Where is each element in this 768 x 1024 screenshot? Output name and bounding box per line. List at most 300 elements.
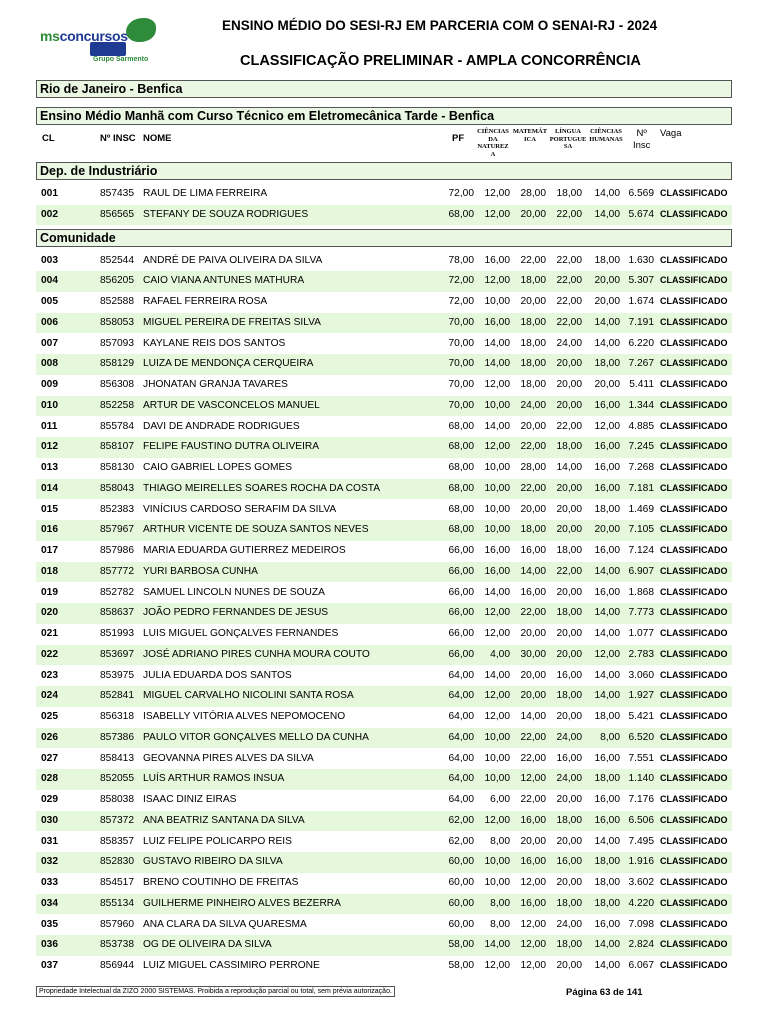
cell-cl: 020	[41, 607, 58, 619]
cell-n-insc: 6.907	[628, 565, 654, 577]
cell-ciencias-natureza: 16,00	[484, 316, 510, 328]
cell-cl: 030	[41, 814, 58, 826]
cell-vaga: CLASSIFICADO	[660, 918, 728, 929]
cell-cl: 029	[41, 794, 58, 805]
cell-insc: 851993	[100, 628, 134, 639]
cell-pf: 66,00	[448, 628, 474, 639]
table-row	[36, 852, 732, 873]
section-title: Comunidade	[36, 229, 732, 247]
cell-ciencias-humanas: 18,00	[594, 254, 620, 266]
cell-lingua-portuguesa: 20,00	[556, 960, 582, 971]
cell-cl: 031	[41, 835, 58, 847]
logo-bar-shape	[90, 42, 126, 56]
cell-n-insc: 7.268	[628, 462, 654, 473]
table-row	[36, 396, 732, 417]
cell-vaga: CLASSIFICADO	[660, 960, 728, 970]
cell-ciencias-natureza: 16,00	[484, 254, 510, 266]
cell-ciencias-natureza: 12,00	[484, 208, 510, 220]
cell-insc: 852383	[100, 503, 134, 515]
cell-lingua-portuguesa: 20,00	[556, 503, 582, 515]
cell-pf: 64,00	[448, 752, 474, 764]
cell-vaga: CLASSIFICADO	[660, 897, 728, 908]
company-logo	[38, 18, 160, 68]
cell-nome: ARTHUR VICENTE DE SOUZA SANTOS NEVES	[143, 524, 369, 536]
cell-ciencias-natureza: 10,00	[484, 296, 510, 307]
table-row	[36, 375, 732, 396]
cell-vaga: CLASSIFICADO	[660, 607, 728, 618]
cell-pf: 60,00	[448, 877, 474, 888]
cell-ciencias-humanas: 16,00	[594, 794, 620, 805]
cell-n-insc: 4.220	[628, 897, 654, 909]
cell-ciencias-humanas: 14,00	[594, 188, 620, 199]
cell-cl: 014	[41, 482, 58, 494]
cell-pf: 64,00	[448, 794, 474, 805]
cell-pf: 58,00	[448, 939, 474, 951]
cell-matematica: 12,00	[520, 877, 546, 888]
table-row	[36, 500, 732, 521]
cell-n-insc: 3.602	[628, 877, 654, 888]
cell-ciencias-natureza: 14,00	[484, 358, 510, 370]
cell-ciencias-humanas: 16,00	[594, 545, 620, 556]
cell-matematica: 22,00	[520, 731, 546, 743]
cell-pf: 66,00	[448, 586, 474, 598]
cell-lingua-portuguesa: 20,00	[556, 628, 582, 639]
cell-vaga: CLASSIFICADO	[660, 628, 728, 638]
cell-cl: 012	[41, 441, 58, 453]
cell-nome: OG DE OLIVEIRA DA SILVA	[143, 939, 272, 951]
cell-n-insc: 1.077	[628, 628, 654, 639]
cell-insc: 857960	[100, 918, 134, 930]
cell-matematica: 16,00	[520, 586, 546, 598]
cell-vaga: CLASSIFICADO	[660, 731, 728, 742]
cell-pf: 72,00	[448, 188, 474, 199]
cell-matematica: 28,00	[520, 462, 546, 473]
table-row	[36, 749, 732, 770]
cell-insc: 855784	[100, 420, 134, 432]
cell-cl: 019	[41, 586, 58, 598]
cell-n-insc: 5.307	[628, 275, 654, 287]
cell-nome: GUILHERME PINHEIRO ALVES BEZERRA	[143, 897, 341, 909]
cell-nome: VINÍCIUS CARDOSO SERAFIM DA SILVA	[143, 503, 337, 515]
cell-ciencias-natureza: 12,00	[484, 441, 510, 453]
cell-pf: 66,00	[448, 648, 474, 660]
cell-nome: JHONATAN GRANJA TAVARES	[143, 379, 288, 390]
cell-pf: 64,00	[448, 669, 474, 681]
cell-vaga: CLASSIFICADO	[660, 379, 728, 389]
cell-pf: 64,00	[448, 773, 474, 785]
cell-matematica: 18,00	[520, 358, 546, 370]
table-row	[36, 894, 732, 915]
cell-pf: 72,00	[448, 296, 474, 307]
cell-ciencias-natureza: 12,00	[484, 690, 510, 702]
col-matematica: MATEMÁT ICA	[512, 128, 548, 143]
cell-n-insc: 5.421	[628, 711, 654, 722]
cell-pf: 68,00	[448, 524, 474, 536]
cell-ciencias-humanas: 8,00	[600, 731, 620, 743]
cell-ciencias-natureza: 10,00	[484, 462, 510, 473]
cell-ciencias-humanas: 14,00	[594, 690, 620, 702]
cell-nome: LUIZ MIGUEL CASSIMIRO PERRONE	[143, 960, 320, 971]
cell-vaga: CLASSIFICADO	[660, 296, 728, 306]
cell-n-insc: 5.674	[628, 208, 654, 220]
cell-vaga: CLASSIFICADO	[660, 711, 728, 721]
table-row	[36, 915, 732, 936]
cell-vaga: CLASSIFICADO	[660, 794, 728, 804]
cell-nome: ANA BEATRIZ SANTANA DA SILVA	[143, 814, 305, 826]
cell-insc: 856205	[100, 275, 134, 287]
cell-ciencias-natureza: 12,00	[484, 711, 510, 722]
cell-ciencias-natureza: 12,00	[484, 379, 510, 390]
cell-insc: 852055	[100, 773, 134, 785]
cell-ciencias-natureza: 12,00	[484, 960, 510, 971]
cell-ciencias-humanas: 18,00	[594, 503, 620, 515]
cell-ciencias-natureza: 12,00	[484, 275, 510, 287]
cell-matematica: 16,00	[520, 545, 546, 556]
cell-vaga: CLASSIFICADO	[660, 482, 728, 493]
cell-matematica: 16,00	[520, 897, 546, 909]
cell-cl: 007	[41, 337, 58, 349]
cell-n-insc: 7.551	[628, 752, 654, 764]
cell-n-insc: 1.868	[628, 586, 654, 598]
table-row	[36, 437, 732, 458]
table-row	[36, 292, 732, 313]
cell-ciencias-humanas: 16,00	[594, 752, 620, 764]
cell-insc: 858107	[100, 441, 134, 453]
cell-matematica: 22,00	[520, 607, 546, 619]
cell-insc: 857967	[100, 524, 134, 536]
cell-n-insc: 7.773	[628, 607, 654, 619]
table-row	[36, 873, 732, 894]
cell-ciencias-humanas: 20,00	[594, 296, 620, 307]
cell-nome: SAMUEL LINCOLN NUNES DE SOUZA	[143, 586, 325, 598]
cell-ciencias-humanas: 12,00	[594, 648, 620, 660]
cell-cl: 001	[41, 188, 58, 199]
cell-lingua-portuguesa: 20,00	[556, 524, 582, 536]
cell-nome: KAYLANE REIS DOS SANTOS	[143, 337, 286, 349]
cell-ciencias-natureza: 12,00	[484, 188, 510, 199]
cell-matematica: 14,00	[520, 565, 546, 577]
table-row	[36, 603, 732, 624]
cell-cl: 011	[41, 420, 58, 432]
cell-n-insc: 6.067	[628, 960, 654, 971]
cell-cl: 017	[41, 545, 58, 556]
cell-vaga: CLASSIFICADO	[660, 669, 728, 680]
col-pf: PF	[452, 133, 465, 144]
cell-matematica: 18,00	[520, 524, 546, 536]
cell-ciencias-humanas: 20,00	[594, 524, 620, 536]
cell-pf: 70,00	[448, 379, 474, 390]
cell-ciencias-humanas: 14,00	[594, 835, 620, 847]
cell-vaga: CLASSIFICADO	[660, 358, 728, 369]
cell-lingua-portuguesa: 20,00	[556, 794, 582, 805]
cell-cl: 026	[41, 731, 58, 743]
cell-vaga: CLASSIFICADO	[660, 814, 728, 825]
cell-insc: 857772	[100, 565, 134, 577]
cell-ciencias-natureza: 6,00	[490, 794, 510, 805]
cell-nome: GUSTAVO RIBEIRO DA SILVA	[143, 856, 283, 868]
table-row	[36, 458, 732, 479]
cell-pf: 70,00	[448, 358, 474, 370]
cell-pf: 64,00	[448, 690, 474, 702]
cell-n-insc: 7.098	[628, 918, 654, 930]
cell-vaga: CLASSIFICADO	[660, 752, 728, 763]
col-n-insc: Nº Insc	[633, 128, 651, 151]
table-row	[36, 251, 732, 272]
cell-insc: 858130	[100, 462, 134, 473]
cell-pf: 68,00	[448, 503, 474, 515]
cell-lingua-portuguesa: 22,00	[556, 296, 582, 307]
cell-matematica: 20,00	[520, 420, 546, 432]
cell-ciencias-humanas: 12,00	[594, 420, 620, 432]
cell-lingua-portuguesa: 18,00	[556, 897, 582, 909]
cell-cl: 022	[41, 648, 58, 660]
cell-vaga: CLASSIFICADO	[660, 420, 728, 431]
cell-lingua-portuguesa: 22,00	[556, 316, 582, 328]
cell-ciencias-natureza: 8,00	[490, 918, 510, 930]
cell-n-insc: 6.220	[628, 337, 654, 349]
cell-pf: 60,00	[448, 856, 474, 868]
cell-ciencias-natureza: 16,00	[484, 545, 510, 556]
cell-n-insc: 7.267	[628, 358, 654, 370]
cell-cl: 005	[41, 296, 58, 307]
cell-cl: 025	[41, 711, 58, 722]
cell-insc: 853738	[100, 939, 134, 951]
cell-vaga: CLASSIFICADO	[660, 399, 728, 410]
cell-pf: 66,00	[448, 545, 474, 556]
cell-lingua-portuguesa: 16,00	[556, 669, 582, 681]
cell-matematica: 30,00	[520, 648, 546, 660]
cell-nome: LUIZA DE MENDONÇA CERQUEIRA	[143, 358, 314, 370]
cell-n-insc: 4.885	[628, 420, 654, 432]
cell-vaga: CLASSIFICADO	[660, 316, 728, 327]
document-title: ENSINO MÉDIO DO SESI-RJ EM PARCERIA COM O SENAI-RJ - 2024	[222, 18, 658, 33]
cell-n-insc: 2.783	[628, 648, 654, 660]
cell-insc: 856308	[100, 379, 134, 390]
cell-ciencias-humanas: 16,00	[594, 441, 620, 453]
cell-n-insc: 2.824	[628, 939, 654, 951]
cell-nome: CAIO VIANA ANTUNES MATHURA	[143, 275, 305, 287]
cell-pf: 62,00	[448, 814, 474, 826]
cell-lingua-portuguesa: 20,00	[556, 379, 582, 390]
cell-ciencias-natureza: 10,00	[484, 482, 510, 494]
table-row	[36, 184, 732, 205]
cell-vaga: CLASSIFICADO	[660, 565, 728, 576]
cell-cl: 010	[41, 399, 58, 411]
cell-lingua-portuguesa: 16,00	[556, 752, 582, 764]
cell-ciencias-natureza: 4,00	[490, 648, 510, 660]
cell-vaga: CLASSIFICADO	[660, 545, 728, 555]
cell-cl: 032	[41, 856, 58, 868]
cell-insc: 858637	[100, 607, 134, 619]
cell-lingua-portuguesa: 18,00	[556, 607, 582, 619]
cell-insc: 858038	[100, 794, 134, 805]
cell-ciencias-natureza: 14,00	[484, 586, 510, 598]
cell-pf: 62,00	[448, 835, 474, 847]
table-row	[36, 583, 732, 604]
cell-cl: 034	[41, 897, 58, 909]
cell-nome: JOSÉ ADRIANO PIRES CUNHA MOURA COUTO	[143, 648, 370, 660]
cell-ciencias-natureza: 10,00	[484, 773, 510, 785]
cell-vaga: CLASSIFICADO	[660, 835, 728, 846]
cell-cl: 028	[41, 773, 58, 785]
cell-matematica: 22,00	[520, 752, 546, 764]
cell-nome: ISAAC DINIZ EIRAS	[143, 794, 237, 805]
cell-n-insc: 6.520	[628, 731, 654, 743]
cell-cl: 009	[41, 379, 58, 390]
cell-nome: JOÃO PEDRO FERNANDES DE JESUS	[143, 607, 329, 619]
cell-matematica: 20,00	[520, 669, 546, 681]
cell-vaga: CLASSIFICADO	[660, 524, 728, 535]
page-number: Página 63 de 141	[566, 987, 643, 998]
cell-vaga: CLASSIFICADO	[660, 773, 728, 784]
cell-lingua-portuguesa: 20,00	[556, 648, 582, 660]
cell-n-insc: 7.124	[628, 545, 654, 556]
cell-n-insc: 6.506	[628, 814, 654, 826]
cell-n-insc: 1.140	[628, 773, 654, 785]
cell-n-insc: 7.105	[628, 524, 654, 536]
cell-ciencias-humanas: 20,00	[594, 379, 620, 390]
copyright-notice: Propriedade Intelectual da ZIZO 2000 SISTEMAS. Proibida a reprodução parcial ou total, sem prévia autorização.	[36, 986, 395, 997]
cell-pf: 70,00	[448, 316, 474, 328]
cell-insc: 858043	[100, 482, 134, 494]
cell-matematica: 20,00	[520, 628, 546, 639]
cell-pf: 68,00	[448, 462, 474, 473]
col-ciencias-humanas: CIÊNCIAS HUMANAS	[589, 128, 623, 143]
cell-n-insc: 1.630	[628, 254, 654, 266]
cell-insc: 857435	[100, 188, 134, 199]
cell-lingua-portuguesa: 24,00	[556, 731, 582, 743]
cell-insc: 855134	[100, 897, 134, 909]
cell-ciencias-humanas: 14,00	[594, 939, 620, 951]
cell-ciencias-natureza: 14,00	[484, 669, 510, 681]
table-row	[36, 956, 732, 977]
cell-nome: BRENO COUTINHO DE FREITAS	[143, 877, 299, 888]
cell-lingua-portuguesa: 16,00	[556, 856, 582, 868]
cell-vaga: CLASSIFICADO	[660, 462, 728, 472]
cell-lingua-portuguesa: 20,00	[556, 482, 582, 494]
table-row	[36, 811, 732, 832]
cell-n-insc: 3.060	[628, 669, 654, 681]
cell-ciencias-natureza: 10,00	[484, 731, 510, 743]
cell-nome: JULIA EDUARDA DOS SANTOS	[143, 669, 292, 681]
cell-vaga: CLASSIFICADO	[660, 188, 728, 198]
cell-ciencias-humanas: 18,00	[594, 897, 620, 909]
cell-matematica: 18,00	[520, 379, 546, 390]
table-row	[36, 624, 732, 645]
cell-cl: 036	[41, 939, 58, 951]
col-lingua-portuguesa: LÍNGUA PORTUGUE SA	[549, 128, 587, 150]
cell-lingua-portuguesa: 20,00	[556, 835, 582, 847]
cell-ciencias-humanas: 16,00	[594, 918, 620, 930]
cell-lingua-portuguesa: 22,00	[556, 565, 582, 577]
cell-insc: 858413	[100, 752, 134, 764]
cell-nome: RAUL DE LIMA FERREIRA	[143, 188, 268, 199]
cell-matematica: 12,00	[520, 960, 546, 971]
cell-matematica: 20,00	[520, 296, 546, 307]
cell-insc: 852544	[100, 254, 134, 266]
cell-cl: 006	[41, 316, 58, 328]
cell-lingua-portuguesa: 22,00	[556, 420, 582, 432]
cell-ciencias-humanas: 14,00	[594, 316, 620, 328]
cell-lingua-portuguesa: 24,00	[556, 918, 582, 930]
cell-lingua-portuguesa: 18,00	[556, 939, 582, 951]
cell-cl: 003	[41, 254, 58, 266]
cell-pf: 68,00	[448, 441, 474, 453]
cell-pf: 64,00	[448, 711, 474, 722]
cell-n-insc: 1.927	[628, 690, 654, 702]
cell-ciencias-humanas: 14,00	[594, 565, 620, 577]
cell-ciencias-natureza: 8,00	[490, 897, 510, 909]
cell-pf: 68,00	[448, 208, 474, 220]
cell-insc: 858053	[100, 316, 134, 328]
table-row	[36, 417, 732, 438]
cell-vaga: CLASSIFICADO	[660, 441, 728, 452]
cell-matematica: 12,00	[520, 939, 546, 951]
cell-lingua-portuguesa: 22,00	[556, 208, 582, 220]
cell-insc: 858357	[100, 835, 134, 847]
cell-matematica: 20,00	[520, 835, 546, 847]
cell-pf: 68,00	[448, 482, 474, 494]
cell-vaga: CLASSIFICADO	[660, 337, 728, 348]
cell-insc: 856565	[100, 208, 134, 220]
table-row	[36, 728, 732, 749]
cell-cl: 018	[41, 565, 58, 577]
section-title: Dep. de Industriário	[36, 162, 732, 180]
cell-nome: LUIS MIGUEL GONÇALVES FERNANDES	[143, 628, 339, 639]
cell-n-insc: 7.191	[628, 316, 654, 328]
cell-nome: CAIO GABRIEL LOPES GOMES	[143, 462, 293, 473]
table-row	[36, 832, 732, 853]
logo-subtitle: Grupo Sarmento	[93, 56, 149, 63]
cell-pf: 70,00	[448, 337, 474, 349]
cell-insc: 852258	[100, 399, 134, 411]
cell-matematica: 22,00	[520, 794, 546, 805]
cell-insc: 852841	[100, 690, 134, 702]
cell-pf: 66,00	[448, 565, 474, 577]
cell-n-insc: 7.245	[628, 441, 654, 453]
cell-insc: 857386	[100, 731, 134, 743]
cell-lingua-portuguesa: 24,00	[556, 773, 582, 785]
table-header	[36, 126, 732, 160]
cell-ciencias-humanas: 16,00	[594, 586, 620, 598]
cell-ciencias-humanas: 14,00	[594, 669, 620, 681]
cell-n-insc: 1.469	[628, 503, 654, 515]
cell-vaga: CLASSIFICADO	[660, 690, 728, 701]
cell-nome: ARTUR DE VASCONCELOS MANUEL	[143, 399, 320, 411]
cell-matematica: 20,00	[520, 690, 546, 702]
cell-insc: 856944	[100, 960, 134, 971]
cell-matematica: 22,00	[520, 482, 546, 494]
cell-pf: 60,00	[448, 897, 474, 909]
cell-nome: ISABELLY VITÓRIA ALVES NEPOMOCENO	[143, 711, 346, 722]
cell-pf: 64,00	[448, 731, 474, 743]
cell-n-insc: 1.344	[628, 399, 654, 411]
cell-cl: 004	[41, 275, 58, 287]
cell-n-insc: 1.674	[628, 296, 654, 307]
cell-insc: 853975	[100, 669, 134, 681]
table-row	[36, 666, 732, 687]
cell-lingua-portuguesa: 18,00	[556, 441, 582, 453]
cell-cl: 002	[41, 208, 58, 220]
col-insc: Nº INSC	[100, 133, 136, 144]
cell-matematica: 12,00	[520, 773, 546, 785]
cell-ciencias-natureza: 14,00	[484, 420, 510, 432]
cell-ciencias-humanas: 18,00	[594, 358, 620, 370]
cell-cl: 021	[41, 628, 58, 639]
cell-ciencias-humanas: 20,00	[594, 275, 620, 287]
col-nome: NOME	[143, 133, 172, 144]
cell-nome: LUÍS ARTHUR RAMOS INSUA	[143, 773, 285, 785]
